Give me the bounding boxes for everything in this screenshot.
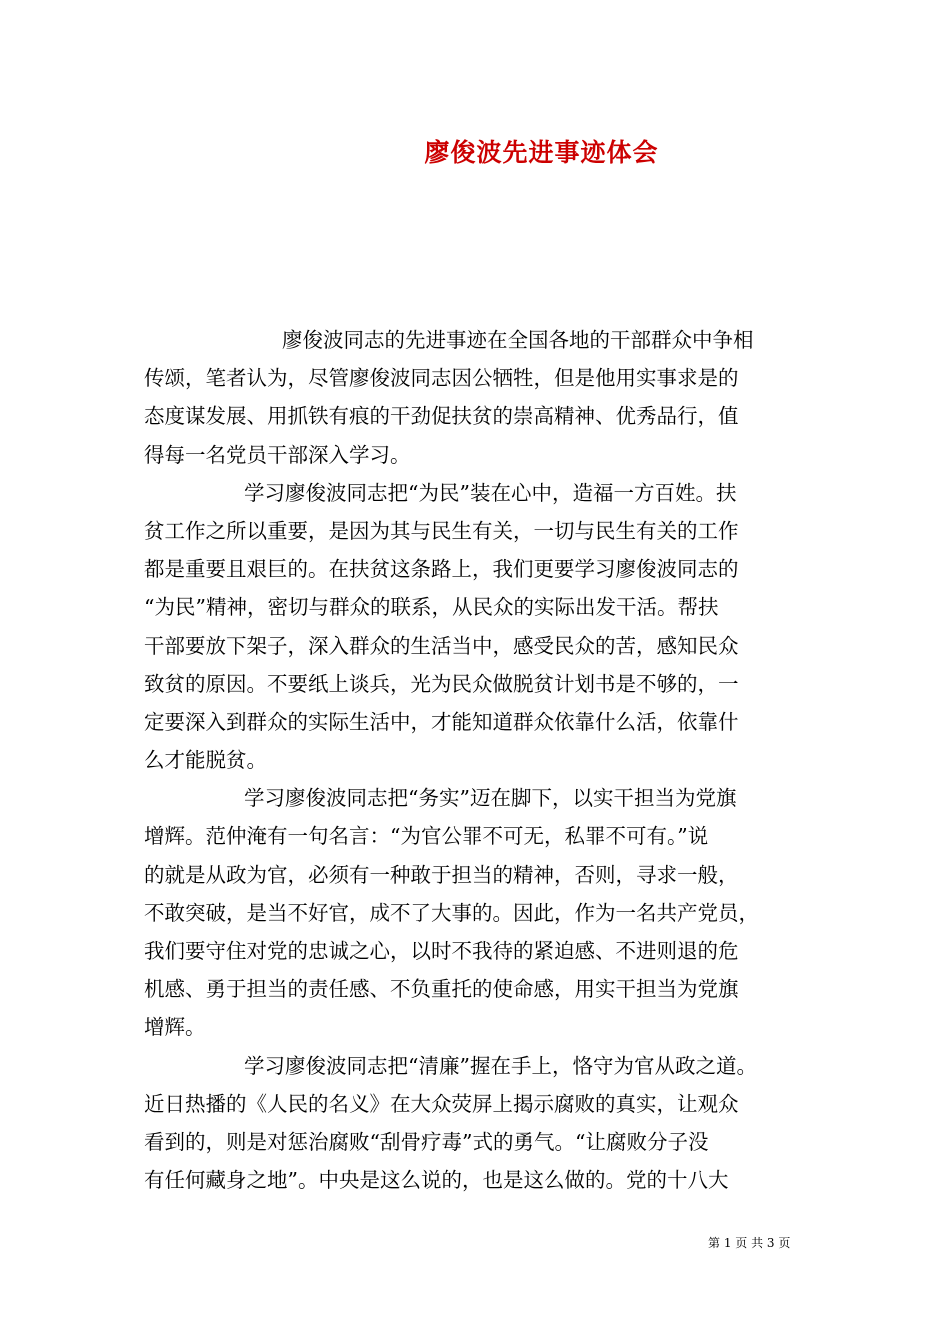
text-line: 我们要守住对党的忠诚之心，以时不我待的紧迫感、不进则退的危 — [144, 939, 739, 963]
text-line: 学习廖俊波同志把“清廉”握在手上，恪守为官从政之道。 — [244, 1053, 757, 1078]
text-line: 么才能脱贫。 — [144, 748, 267, 773]
text-line: 学习廖俊波同志把“为民”装在心中，造福一方百姓。扶 — [244, 480, 737, 505]
document-title: 廖俊波先进事迹体会 — [424, 138, 659, 167]
document-body — [144, 321, 820, 1199]
text-line: 增辉。 — [144, 1015, 206, 1040]
text-line: “为民”精神，密切与群众的联系，从民众的实际出发干活。帮扶 — [144, 595, 719, 620]
text-line: 都是重要且艰巨的。在扶贫这条路上，我们更要学习廖俊波同志的 — [144, 557, 739, 582]
text-line: 的就是从政为官，必须有一种敢于担当的精神，否则，寻求一般， — [144, 862, 739, 887]
text-line: 态度谋发展、用抓铁有痕的干劲促扶贫的崇高精神、优秀品行，值 — [144, 404, 739, 429]
text-line: 廖俊波同志的先进事迹在全国各地的干部群众中争相 — [282, 328, 754, 352]
text-line: 定要深入到群众的实际生活中，才能知道群众依靠什么活，依靠什 — [144, 709, 739, 734]
text-line: 致贫的原因。不要纸上谈兵，光为民众做脱贫计划书是不够的，一 — [144, 671, 739, 696]
page-number-footer: 第 1 页 共 3 页 — [708, 1236, 791, 1250]
text-line: 贫工作之所以重要，是因为其与民生有关，一切与民生有关的工作 — [144, 518, 739, 543]
text-line: 增辉。范仲淹有一句名言：“为官公罪不可无，私罪不可有。”说 — [144, 824, 709, 849]
text-line: 不敢突破，是当不好官，成不了大事的。因此，作为一名共产党员， — [144, 900, 759, 925]
text-line: 学习廖俊波同志把“务实”迈在脚下，以实干担当为党旗 — [244, 786, 737, 811]
text-line: 得每一名党员干部深入学习。 — [144, 442, 411, 467]
text-line: 有任何藏身之地”。中央是这么说的，也是这么做的。党的十八大 — [144, 1168, 729, 1193]
text-line: 看到的，则是对惩治腐败“刮骨疗毒”式的勇气。“让腐败分子没 — [144, 1129, 709, 1154]
text-line: 近日热播的《人民的名义》在大众荧屏上揭示腐败的真实，让观众 — [144, 1091, 739, 1116]
text-line: 传颂，笔者认为，尽管廖俊波同志因公牺牲，但是他用实事求是的 — [144, 366, 739, 391]
text-line: 机感、勇于担当的责任感、不负重托的使命感，用实干担当为党旗 — [144, 977, 739, 1002]
text-line: 干部要放下架子，深入群众的生活当中，感受民众的苦，感知民众 — [144, 633, 739, 658]
